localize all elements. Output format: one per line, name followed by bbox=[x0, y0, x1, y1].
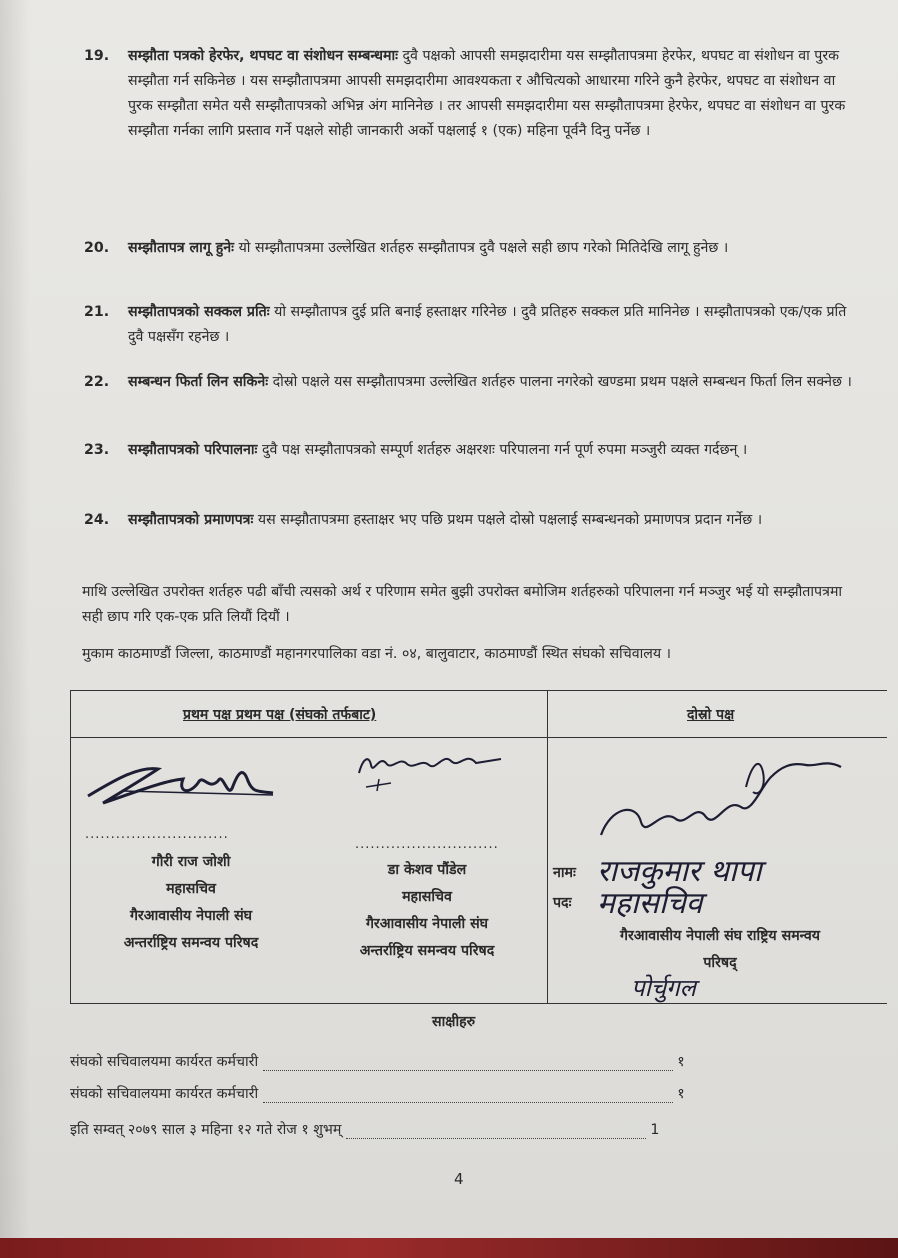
signature-image bbox=[351, 743, 511, 803]
signature-image bbox=[83, 751, 283, 821]
signatory-name: डा केशव पौंडेल bbox=[387, 862, 467, 878]
signatory-2 bbox=[317, 857, 537, 965]
clause-text: दुवै पक्षको आपसी समझदारीमा यस सम्झौतापत्रमा हेरफेर, थपघट वा संशोधन वा पुरक सम्झौता गर्न सकिनेछ । यस सम्झौतापत्रमा आपसी समझदारीमा आवश्यकता र औचित्यको आधारमा गरिने कुनै हेरफेर, थपघट वा संशोधन वा पुरक सम्झौता समेत यसै सम्झौतापत्रको अभिन्न अंग मानिनेछ । तर आपसी समझदारीमा यस सम्झौतापत्रमा हेरफेर, थपघट वा संशोधन वा पुरक सम्झौता गर्नका लागि प्रस्ताव गर्ने पक्षले सोही जानकारी अर्को पक्षलाई १ (एक) महिना पूर्वनै दिनु पर्नेछ । bbox=[128, 48, 846, 139]
clause-heading: सम्झौतापत्रको सक्कल प्रतिः bbox=[128, 304, 270, 320]
signatory-3 bbox=[553, 923, 887, 977]
second-party-heading: दोस्रो पक्ष bbox=[687, 707, 735, 723]
clause-text: यो सम्झौतापत्र दुई प्रति बनाई हस्ताक्षर गरिनेछ । दुवै प्रतिहरु सक्कल प्रति मानिनेछ । सम्झौतापत्रको एक/एक प्रति दुवै पक्षसँग रहनेछ । bbox=[128, 304, 847, 345]
clause-heading: सम्झौतापत्रको प्रमाणपत्रः bbox=[128, 512, 254, 528]
witness-line-3 bbox=[70, 1120, 790, 1139]
witness-line-2 bbox=[70, 1084, 790, 1103]
signatory-title: महासचिव bbox=[166, 881, 216, 897]
page-number: 4 bbox=[454, 1170, 464, 1188]
dotted-fill bbox=[263, 1088, 673, 1103]
clause-24 bbox=[84, 508, 864, 533]
witness-line-1 bbox=[70, 1052, 790, 1071]
signature-table bbox=[70, 690, 887, 1004]
clause-number: 21. bbox=[84, 304, 110, 320]
signatory-org: परिषद् bbox=[703, 955, 737, 971]
clause-number: 24. bbox=[84, 512, 110, 528]
date-line: इति सम्वत् २०७९ साल ३ महिना १२ गते रोज १ शुभम् bbox=[70, 1122, 342, 1138]
clause-number: 19. bbox=[84, 48, 110, 64]
clause-number: 23. bbox=[84, 442, 110, 458]
dotted-fill bbox=[263, 1056, 673, 1071]
signatory-title: महासचिव bbox=[402, 889, 452, 905]
clause-heading: सम्झौतापत्र लागू हुनेः bbox=[128, 240, 235, 256]
witness-end: १ bbox=[677, 1086, 685, 1102]
table-surface bbox=[0, 1238, 898, 1258]
signatory-1 bbox=[81, 849, 301, 957]
signature-image bbox=[591, 747, 851, 857]
signatory-org: अन्तर्राष्ट्रिय समन्वय परिषद bbox=[123, 935, 259, 951]
dotted-fill bbox=[346, 1124, 646, 1139]
clause-number: 22. bbox=[84, 374, 110, 390]
clause-21 bbox=[84, 300, 864, 350]
witness-end: 1 bbox=[650, 1122, 660, 1138]
clause-19 bbox=[84, 44, 864, 144]
witness-label: संघको सचिवालयमा कार्यरत कर्मचारी bbox=[70, 1086, 259, 1102]
witnesses-title: साक्षीहरु bbox=[432, 1014, 476, 1030]
clause-23 bbox=[84, 438, 864, 463]
closing-paragraph: माथि उल्लेखित उपरोक्त शर्तहरु पढी बाँची त्यसको अर्थ र परिणाम समेत बुझी उपरोक्त बमोजिम शर्तहरुको परिपालना गर्न मञ्जुर भई यो सम्झौतापत्रमा सही छाप गरि एक-एक प्रति लियौं दियौं । bbox=[82, 584, 843, 625]
post-label: पदः bbox=[553, 895, 572, 911]
clause-text: दोस्रो पक्षले यस सम्झौतापत्रमा उल्लेखित शर्तहरु पालना नगरेको खण्डमा प्रथम पक्षले सम्बन्धन फिर्ता लिन सक्नेछ । bbox=[272, 374, 852, 390]
signatory-org: गैरआवासीय नेपाली संघ bbox=[129, 908, 253, 924]
signatory-org: अन्तर्राष्ट्रिय समन्वय परिषद bbox=[359, 943, 495, 959]
witness-end: १ bbox=[677, 1054, 685, 1070]
clause-number: 20. bbox=[84, 240, 110, 256]
witness-label: संघको सचिवालयमा कार्यरत कर्मचारी bbox=[70, 1054, 259, 1070]
clause-text: यस सम्झौतापत्रमा हस्ताक्षर भए पछि प्रथम पक्षले दोस्रो पक्षलाई सम्बन्धनको प्रमाणपत्र प्रदान गर्नेछ । bbox=[257, 512, 763, 528]
clause-text: दुवै पक्ष सम्झौतापत्रको सम्पूर्ण शर्तहरु अक्षरशः परिपालना गर्न पूर्ण रुपमा मञ्जुरी व्यक्त गर्दछन् । bbox=[261, 442, 748, 458]
name-label: नामः bbox=[553, 865, 576, 881]
signatory-name: गौरी राज जोशी bbox=[151, 854, 231, 870]
clause-text: यो सम्झौतापत्रमा उल्लेखित शर्तहरु सम्झौतापत्र दुवै पक्षले सही छाप गरेको मितिदेखि लागू हुनेछ । bbox=[238, 240, 729, 256]
clause-20 bbox=[84, 236, 864, 261]
handwritten-place: पोर्चुगल bbox=[631, 974, 696, 1002]
signatory-org: गैरआवासीय नेपाली संघ bbox=[365, 916, 489, 932]
page-shadow bbox=[0, 0, 30, 1238]
handwritten-name: राजकुमार थापा bbox=[597, 854, 762, 889]
clause-heading: सम्झौतापत्रको परिपालनाः bbox=[128, 442, 258, 458]
clause-heading: सम्बन्धन फिर्ता लिन सकिनेः bbox=[128, 374, 269, 390]
signature-line: ............................ bbox=[85, 827, 229, 842]
clause-heading: सम्झौता पत्रको हेरफेर, थपघट वा संशोधन सम्बन्धमाः bbox=[128, 48, 398, 64]
clause-22 bbox=[84, 370, 864, 395]
column-divider bbox=[547, 691, 548, 1003]
handwritten-post: महासचिव bbox=[597, 886, 703, 921]
signature-line: ............................ bbox=[355, 837, 499, 852]
signatory-org: गैरआवासीय नेपाली संघ राष्ट्रिय समन्वय bbox=[619, 928, 821, 944]
location-paragraph: मुकाम काठमाण्डौं जिल्ला, काठमाण्डौं महानगरपालिका वडा नं. ०४, बालुवाटार, काठमाण्डौं स्थित संघको सचिवालय । bbox=[82, 646, 672, 662]
first-party-heading: प्रथम पक्ष प्रथम पक्ष (संघको तर्फबाट) bbox=[183, 707, 377, 723]
